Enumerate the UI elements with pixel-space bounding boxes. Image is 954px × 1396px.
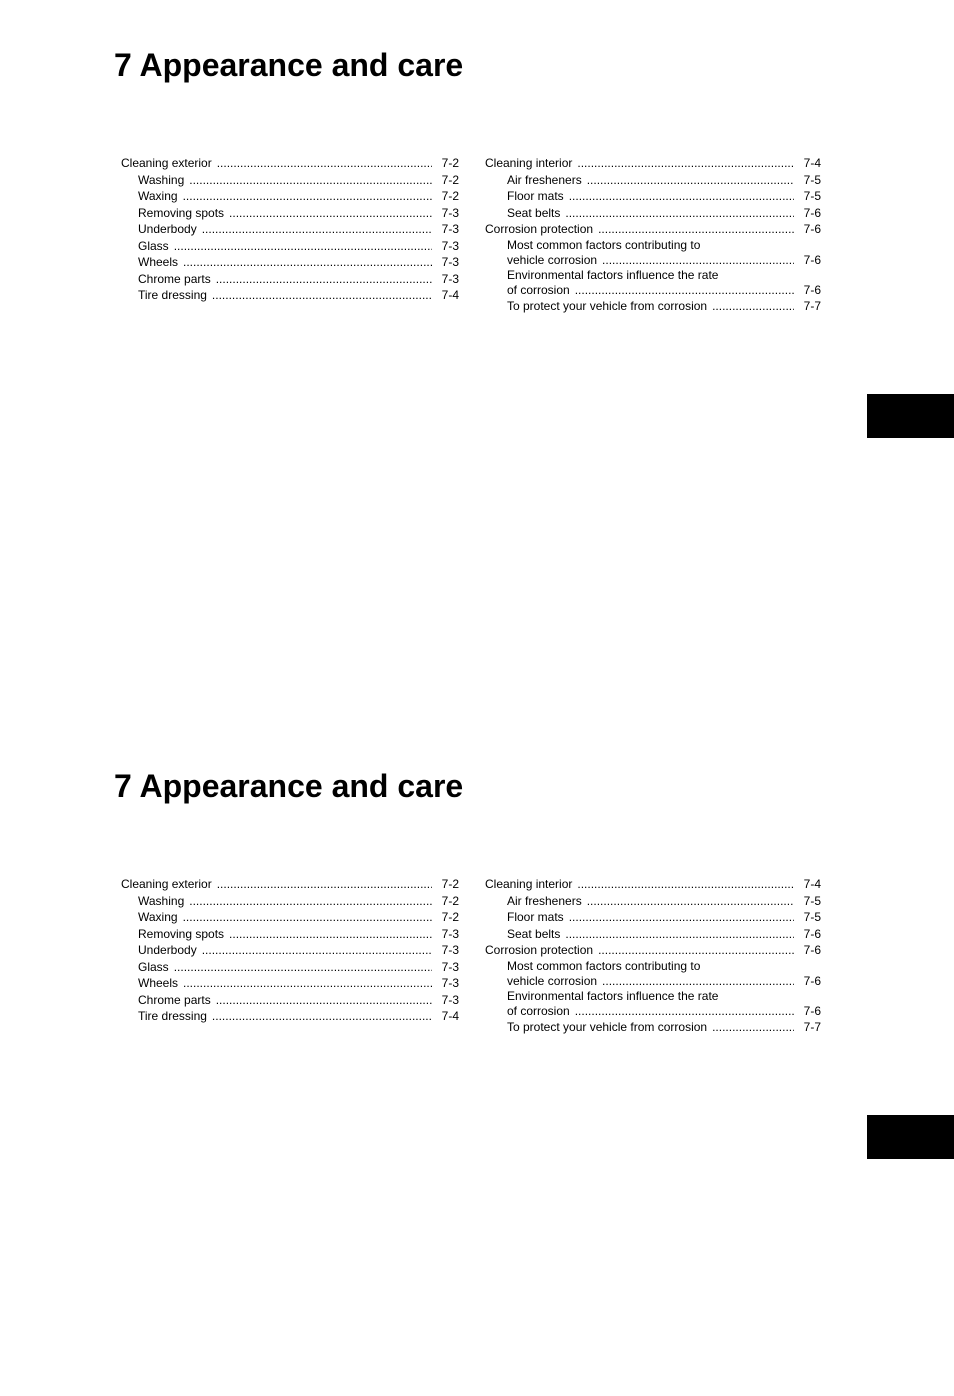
- toc-entry-waxing[interactable]: [121, 909, 459, 926]
- toc-column-left: [121, 155, 459, 304]
- toc-section-1: [0, 0, 954, 675]
- leader-dots: [217, 876, 432, 893]
- toc-entry-label: Air fresheners: [507, 893, 582, 908]
- toc-entry-label: Washing: [138, 172, 185, 187]
- toc-page-number: 7-6: [803, 222, 821, 236]
- toc-entry-label: Floor mats: [507, 910, 564, 924]
- leader-dots: [565, 926, 794, 943]
- toc-entry-environmental-factors[interactable]: [485, 989, 821, 1019]
- toc-entry-label: Seat belts: [507, 926, 561, 941]
- toc-entry-tire-dressing[interactable]: [121, 1008, 459, 1025]
- toc-entry-wheels[interactable]: [121, 975, 459, 992]
- toc-page-number: 7-3: [441, 926, 459, 941]
- toc-entry-label: Cleaning interior: [485, 877, 573, 891]
- leader-dots: [202, 221, 432, 238]
- toc-page-number: 7-2: [441, 893, 459, 908]
- toc-entry-label: Tire dressing: [138, 1009, 207, 1023]
- toc-entry-glass[interactable]: [121, 959, 459, 976]
- toc-column-right: [485, 876, 821, 1035]
- chapter-thumb-tab: [867, 394, 954, 438]
- toc-entry-label: Tire dressing: [138, 288, 207, 302]
- toc-entry-environmental-factors[interactable]: [485, 268, 821, 298]
- leader-dots: [598, 221, 794, 238]
- toc-entry-washing[interactable]: [121, 893, 459, 910]
- toc-entry-chrome-parts[interactable]: [121, 992, 459, 1009]
- toc-page-number: 7-2: [441, 910, 459, 924]
- toc-entry-removing-spots[interactable]: [121, 926, 459, 943]
- leader-dots: [183, 975, 432, 992]
- toc-entry-label: Wheels: [138, 255, 179, 269]
- toc-page-number: 7-5: [803, 893, 821, 908]
- toc-page-number: 7-7: [803, 298, 821, 313]
- leader-dots: [587, 172, 794, 189]
- toc-entry-floor-mats[interactable]: [485, 188, 821, 205]
- toc-entry-label: Underbody: [138, 943, 197, 957]
- toc-entry-label: Chrome parts: [138, 992, 211, 1007]
- toc-entry-label: Washing: [138, 893, 185, 908]
- toc-entry-label: vehicle corrosion: [507, 973, 598, 988]
- leader-dots: [569, 909, 794, 926]
- toc-page-number: 7-3: [441, 271, 459, 286]
- leader-dots: [202, 942, 432, 959]
- leader-dots: [575, 283, 794, 298]
- toc-page-number: 7-3: [441, 992, 459, 1007]
- toc-page-number: 7-7: [803, 1019, 821, 1034]
- toc-page-number: 7-4: [803, 877, 821, 891]
- toc-section-2: [0, 721, 954, 1396]
- toc-entry-label: Cleaning exterior: [121, 156, 212, 170]
- toc-entry-label: Cleaning exterior: [121, 877, 212, 891]
- toc-page-number: 7-2: [441, 877, 459, 891]
- toc-page-number: 7-5: [803, 189, 821, 203]
- toc-entry-label-line1: Most common factors contributing to: [507, 958, 701, 973]
- toc-entry-label-line1: Environmental factors influence the rate: [507, 267, 719, 282]
- toc-page-number: 7-6: [803, 943, 821, 957]
- toc-entry-common-factors[interactable]: [485, 238, 821, 268]
- toc-entry-washing[interactable]: [121, 172, 459, 189]
- toc-page-number: 7-3: [441, 238, 459, 253]
- toc-entry-label: of corrosion: [507, 1003, 570, 1018]
- toc-entry-underbody[interactable]: [121, 221, 459, 238]
- toc-page-number: 7-6: [803, 282, 821, 297]
- toc-entry-seat-belts[interactable]: [485, 926, 821, 943]
- leader-dots: [575, 1004, 794, 1019]
- leader-dots: [174, 959, 432, 976]
- toc-entry-common-factors[interactable]: [485, 959, 821, 989]
- toc-page-number: 7-6: [803, 973, 821, 988]
- leader-dots: [212, 287, 432, 304]
- leader-dots: [565, 205, 794, 222]
- toc-entry-label: To protect your vehicle from corrosion: [507, 1019, 708, 1034]
- leader-dots: [712, 1019, 794, 1036]
- toc-entry-seat-belts[interactable]: [485, 205, 821, 222]
- toc-entry-label: Removing spots: [138, 205, 225, 220]
- toc-entry-label: vehicle corrosion: [507, 252, 598, 267]
- leader-dots: [216, 271, 432, 288]
- toc-entry-label: of corrosion: [507, 282, 570, 297]
- toc-page-number: 7-3: [441, 959, 459, 974]
- toc-entry-air-fresheners[interactable]: [485, 172, 821, 189]
- toc-page-number: 7-3: [441, 205, 459, 220]
- toc-entry-label: Glass: [138, 959, 169, 974]
- toc-entry-label: Removing spots: [138, 926, 225, 941]
- leader-dots: [602, 253, 794, 268]
- toc-entry-label-line1: Most common factors contributing to: [507, 237, 701, 252]
- leader-dots: [189, 893, 432, 910]
- toc-entry-label: Air fresheners: [507, 172, 582, 187]
- toc-page-number: 7-5: [803, 172, 821, 187]
- toc-page-number: 7-3: [441, 222, 459, 236]
- toc-page-number: 7-2: [441, 189, 459, 203]
- toc-entry-waxing[interactable]: [121, 188, 459, 205]
- toc-entry-air-fresheners[interactable]: [485, 893, 821, 910]
- toc-page-number: 7-4: [803, 156, 821, 170]
- leader-dots: [183, 254, 432, 271]
- toc-entry-label: Waxing: [138, 189, 178, 203]
- leader-dots: [216, 992, 432, 1009]
- toc-entry-label: Waxing: [138, 910, 178, 924]
- toc-page-number: 7-4: [441, 288, 459, 302]
- toc-page-number: 7-3: [441, 255, 459, 269]
- chapter-thumb-tab: [867, 1115, 954, 1159]
- toc-entry-chrome-parts[interactable]: [121, 271, 459, 288]
- toc-entry-floor-mats[interactable]: [485, 909, 821, 926]
- toc-entry-corrosion-protection[interactable]: [485, 942, 821, 959]
- toc-entry-label-line1: Environmental factors influence the rate: [507, 988, 719, 1003]
- toc-entry-protect-vehicle[interactable]: [485, 298, 821, 315]
- leader-dots: [569, 188, 794, 205]
- toc-entry-glass[interactable]: [121, 238, 459, 255]
- toc-page-number: 7-6: [803, 205, 821, 220]
- toc-entry-label: Seat belts: [507, 205, 561, 220]
- toc-entry-label: Floor mats: [507, 189, 564, 203]
- leader-dots: [577, 155, 794, 172]
- toc-column-right: [485, 155, 821, 314]
- leader-dots: [598, 942, 794, 959]
- toc-entry-cleaning-exterior[interactable]: [121, 876, 459, 893]
- chapter-title: 7 Appearance and care: [114, 47, 464, 83]
- toc-entry-label: Corrosion protection: [485, 222, 594, 236]
- leader-dots: [577, 876, 794, 893]
- toc-entry-label: Wheels: [138, 976, 179, 990]
- leader-dots: [217, 155, 432, 172]
- leader-dots: [183, 909, 432, 926]
- toc-entry-label: Chrome parts: [138, 271, 211, 286]
- toc-entry-cleaning-exterior[interactable]: [121, 155, 459, 172]
- leader-dots: [183, 188, 432, 205]
- toc-page-number: 7-2: [441, 172, 459, 187]
- toc-page-number: 7-6: [803, 926, 821, 941]
- toc-entry-removing-spots[interactable]: [121, 205, 459, 222]
- toc-entry-label: To protect your vehicle from corrosion: [507, 298, 708, 313]
- leader-dots: [587, 893, 794, 910]
- leader-dots: [602, 974, 794, 989]
- toc-page-number: 7-3: [441, 943, 459, 957]
- toc-entry-label: Glass: [138, 238, 169, 253]
- leader-dots: [229, 926, 432, 943]
- toc-entry-tire-dressing[interactable]: [121, 287, 459, 304]
- toc-page-number: 7-4: [441, 1009, 459, 1023]
- leader-dots: [712, 298, 794, 315]
- leader-dots: [174, 238, 432, 255]
- toc-entry-wheels[interactable]: [121, 254, 459, 271]
- toc-entry-label: Cleaning interior: [485, 156, 573, 170]
- toc-page-number: 7-2: [441, 156, 459, 170]
- toc-page-number: 7-6: [803, 1003, 821, 1018]
- toc-entry-cleaning-interior[interactable]: [485, 155, 821, 172]
- toc-entry-protect-vehicle[interactable]: [485, 1019, 821, 1036]
- toc-entry-cleaning-interior[interactable]: [485, 876, 821, 893]
- toc-entry-corrosion-protection[interactable]: [485, 221, 821, 238]
- leader-dots: [229, 205, 432, 222]
- toc-entry-underbody[interactable]: [121, 942, 459, 959]
- toc-entry-label: Underbody: [138, 222, 197, 236]
- toc-page-number: 7-3: [441, 976, 459, 990]
- chapter-title: 7 Appearance and care: [114, 768, 464, 804]
- leader-dots: [212, 1008, 432, 1025]
- leader-dots: [189, 172, 432, 189]
- toc-page-number: 7-5: [803, 910, 821, 924]
- toc-column-left: [121, 876, 459, 1025]
- toc-entry-label: Corrosion protection: [485, 943, 594, 957]
- toc-page-number: 7-6: [803, 252, 821, 267]
